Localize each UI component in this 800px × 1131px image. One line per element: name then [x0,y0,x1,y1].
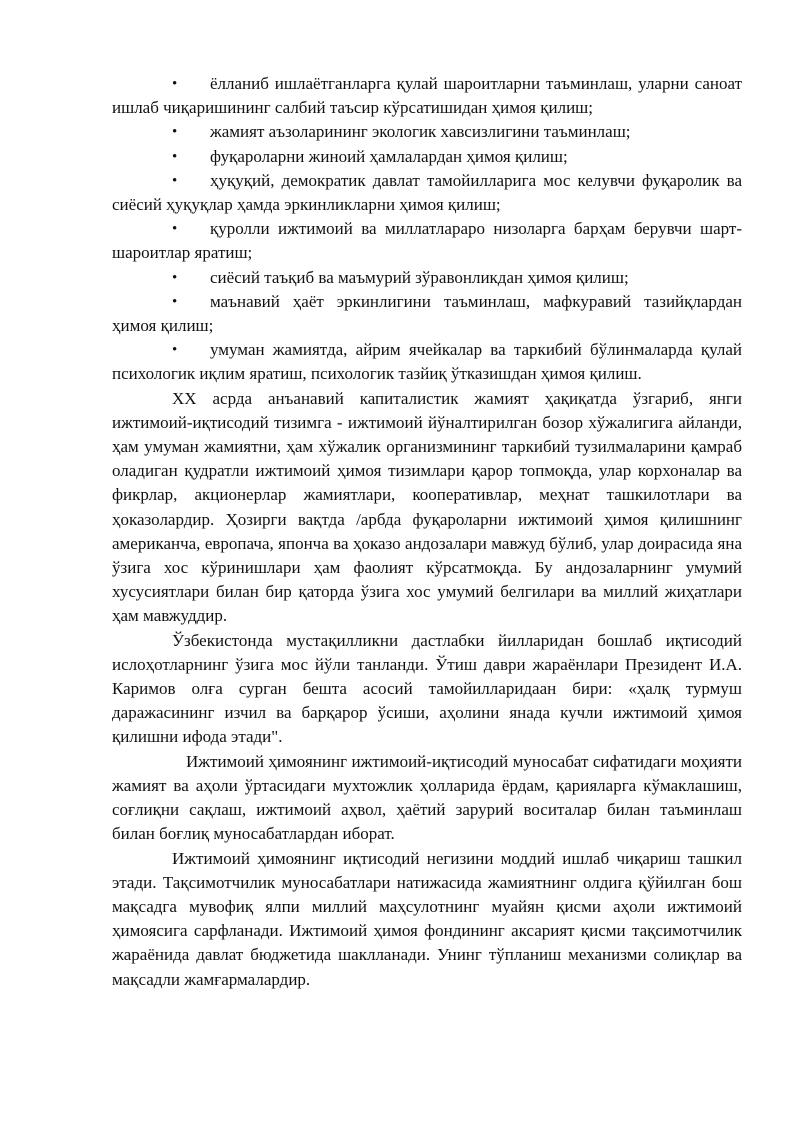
bullet-list [112,72,742,387]
list-item: • жамият аъзоларининг экологик хавсизлигини таъминлаш; [112,120,742,144]
list-item: • умуман жамиятда, айрим ячейкалар ва таркибий бўлинмаларда қулай психологик иқлим яратиш, психологик тазйиқ ўтказишдан ҳимоя қилиш. [112,340,742,384]
list-item: • сиёсий таъқиб ва маъмурий зўравонликдан ҳимоя қилиш; [112,266,742,290]
paragraph-uzbekistan-reforms: Ўзбекистонда мустақилликни дастлабки йилларидан бошлаб иқтисодий ислоҳотларнинг ўзига мос йўли танланди. Ўтиш даври жараёнлари Президент И.А. Каримов олға сурган бешта асосий тамойилларидаан бири: «ҳалқ турмуш даражасининг изчил ва барқарор ўсиши, аҳолини янада кучли ижтимоий ҳимоя қилишни ифода этади". [112,630,742,747]
list-item: • фуқароларни жиноий ҳамлалардан ҳимоя қилиш; [112,145,742,169]
paragraph-xx-century: XX асрда анъанавий капиталистик жамият ҳақиқатда ўзгариб, янги ижтимоий-иқтисодий тизимга - ижтимоий йўналтирилган бозор хўжалигига айланди, ҳам умуман жамиятни, ҳам хўжалик организмининг таркибий тузилмаларини қамраб оладиган қудратли ижтимоий ҳимоя тизимлари қарор топмоқда, улар корхоналар ва фикрлар, акционерлар жамиятлари, кооперативлар, меҳнат ташкилотлари ва ҳоказолардир. Ҳозирги вақтда /арбда фуқароларни ижтимоий ҳимоя қилишнинг американча, европача, японча ва ҳоказо андозалари мавжуд бўлиб, улар доирасида яна ўзига хос кўринишлари ҳам фаолият кўрсатмоқда. Бу андозаларнинг умумий хусусиятлари билан бир қаторда ўзига хос умумий белгилари ва миллий жиҳатлари ҳам мавжуддир. [112,388,742,626]
paragraph-social-protection-essence: Ижтимоий ҳимоянинг ижтимоий-иқтисодий муносабат сифатидаги моҳияти жамият ва аҳоли ўртасидаги мухтожлик ҳолларида ёрдам, қарияларга кўмаклашиш, соғлиқни сақлаш, ижтимоий аҳвол, ҳаётий зарурий воситалар билан таъминлаш билан боғлиқ муносабатлардан иборат. [112,751,742,844]
bullet-icon: • [172,172,178,189]
list-item: • ҳуқуқий, демократик давлат тамойилларига мос келувчи фуқаролик ва сиёсий ҳуқуқлар ҳамда эркинликларни ҳимоя қилиш; [112,170,742,215]
bullet-icon: • [172,148,178,165]
bullet-icon: • [172,293,178,310]
list-item: • қуролли ижтимоий ва миллатлараро низоларга барҳам берувчи шарт-шароитлар яратиш; [112,219,742,263]
bullet-icon: • [172,124,178,141]
list-item: • маънавий ҳаёт эркинлигини таъминлаш, мафкуравий тазийқлардан ҳимоя қилиш; [112,291,742,336]
bullet-icon: • [172,342,178,359]
paragraph-economic-basis: Ижтимоий ҳимоянинг иқтисодий негизини моддий ишлаб чиқариш ташкил этади. Тақсимотчилик муносабатлари натижасида жамиятнинг олдига қўйилган бош мақсадга мувофиқ ялпи миллий маҳсулотнинг муайян қисми аҳоли ижтимоий ҳимоясига сарфланади. Ижтимоий ҳимоя фондининг аксарият қисми тақсимотчилик жараёнида давлат бюджетида шаклланади. Унинг тўпланиш механизми солиқлар ва мақсадли жамғармалардир. [112,848,742,989]
bullet-icon: • [172,76,178,92]
bullet-icon: • [172,269,178,286]
bullet-icon: • [172,221,178,238]
list-item: • ёлланиб ишлаётганларга қулай шароитларни таъминлаш, уларни саноат ишлаб чиқаришининг салбий таъсир кўрсатишидан ҳимоя қилиш; [112,74,742,118]
